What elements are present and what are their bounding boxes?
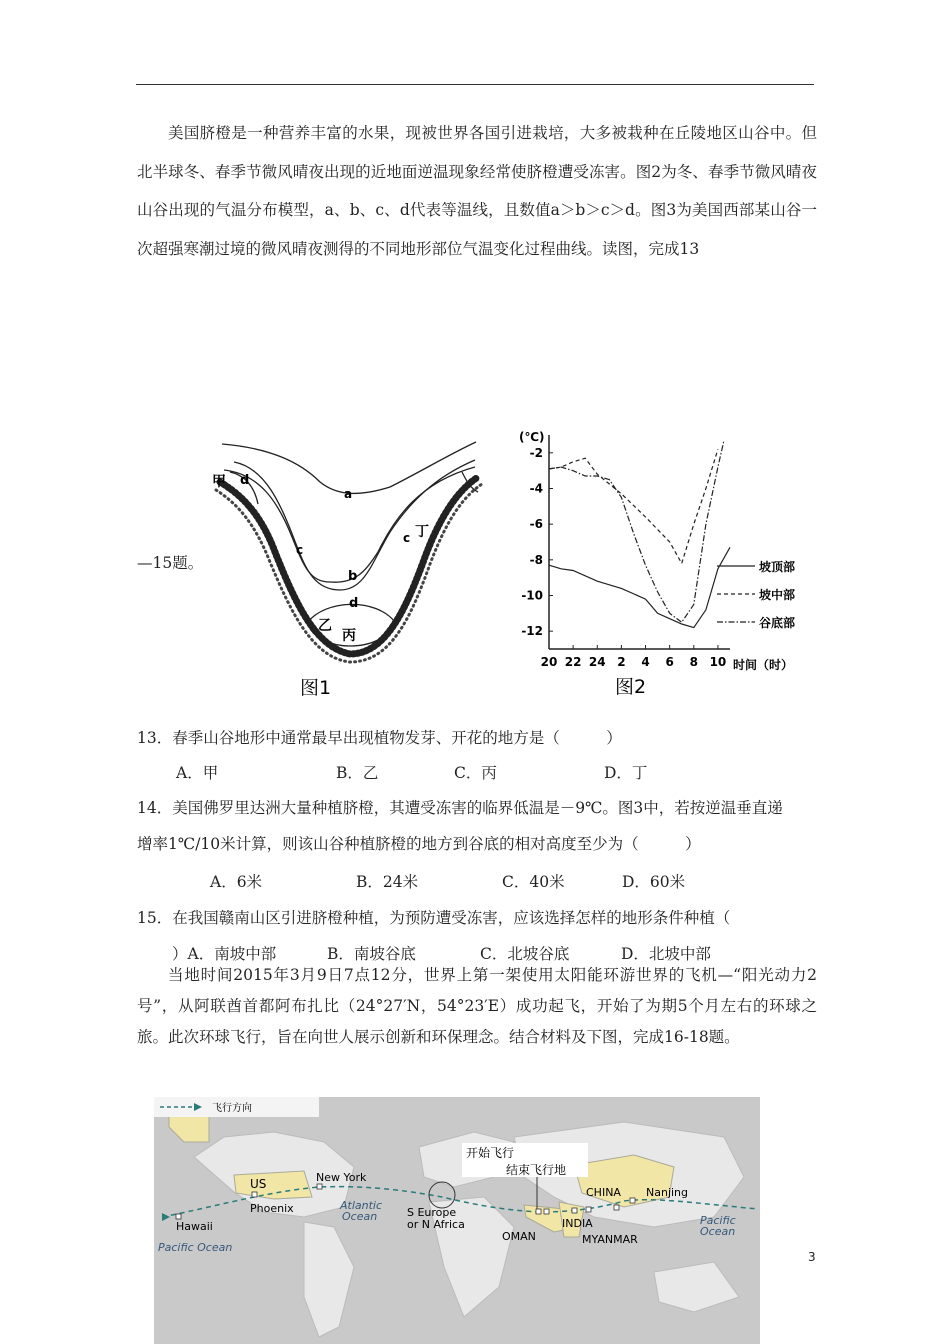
label-c-left: c xyxy=(296,543,304,557)
x-tick-label: 8 xyxy=(689,655,698,669)
x-tick-label: 6 xyxy=(665,655,674,669)
label-c-right: c xyxy=(403,531,411,545)
figure-2-temperature-chart xyxy=(515,425,815,705)
y-unit-label: (℃) xyxy=(519,430,545,444)
label-b: b xyxy=(348,569,358,584)
x-tick-label: 24 xyxy=(588,655,606,669)
legend-label-3: 谷底部 xyxy=(759,616,796,630)
map-atlantic: Atlantic xyxy=(340,1199,383,1212)
map-myanmar: MYANMAR xyxy=(582,1233,638,1246)
page-number: 3 xyxy=(808,1250,816,1264)
q14-stem-line2: 增率1℃/10米计算，则该山谷种植脐橙的地方到谷底的相对高度至少为（ ） xyxy=(137,835,701,853)
map-oman: OMAN xyxy=(502,1230,536,1243)
y-tick-label: -6 xyxy=(529,517,543,532)
y-tick-label: -2 xyxy=(529,445,543,460)
q14-option-c: C．40米 xyxy=(502,873,565,891)
q14-option-d: D．60米 xyxy=(622,873,686,891)
series-line-2 xyxy=(549,449,718,563)
q14-option-a: A．6米 xyxy=(210,873,263,891)
header-rule xyxy=(136,84,814,85)
map-pacific-west: Pacific Ocean xyxy=(158,1241,233,1254)
label-a: a xyxy=(344,487,353,501)
intro-paragraph: 美国脐橙是一种营养丰富的水果，现被世界各国引进栽培，大多被栽种在丘陵地区山谷中。但北半球冬、春季节微风晴夜出现的近地面逆温现象经常使脐橙遭受冻害。图2为冬、春季节微风晴夜山谷出现的气温分布模型，a、b、c、d代表等温线，且数值a＞b＞c＞d。图3为美国西部某山谷一次超强寒潮过境的微风晴夜测得的不同地形部位气温变化过程曲线。读图，完成13 xyxy=(137,124,817,258)
label-yi: 乙 xyxy=(318,618,332,634)
q13-option-d: D．丁 xyxy=(604,764,648,782)
q14-option-b: B．24米 xyxy=(356,873,419,891)
q13-option-a: A．甲 xyxy=(176,764,219,782)
map-n-africa: or N Africa xyxy=(407,1218,465,1231)
q13-option-c: C．丙 xyxy=(454,764,497,782)
map-s-europe: S Europe xyxy=(407,1206,457,1219)
x-axis-label: 时间（时） xyxy=(733,658,794,672)
figure-1-valley-diagram xyxy=(200,432,500,704)
series-line-1 xyxy=(549,547,730,627)
figure-1-caption: 图1 xyxy=(300,677,332,699)
label-jia: 甲 xyxy=(212,474,226,490)
x-tick-label: 10 xyxy=(709,655,727,669)
x-tick-label: 2 xyxy=(617,655,626,669)
q15-option-c: C．北坡谷底 xyxy=(480,945,570,963)
q13-option-b: B．乙 xyxy=(336,764,379,782)
map-atlantic-ocean: Ocean xyxy=(342,1210,378,1223)
map-hawaii: Hawaii xyxy=(176,1220,213,1233)
q15-option-b: B．南坡谷底 xyxy=(327,945,416,963)
map-nanjing: Nanjing xyxy=(646,1186,689,1199)
map-us: US xyxy=(250,1177,267,1191)
map-pacific-east: Pacific xyxy=(700,1214,736,1227)
map-start-label: 开始飞行 xyxy=(466,1146,515,1160)
y-tick-label: -8 xyxy=(529,552,543,567)
x-tick-label: 22 xyxy=(564,655,582,669)
intro2-paragraph: 当地时间2015年3月9日7点12分，世界上第一架使用太阳能环游世界的飞机—“阳光动力2号”，从阿联酋首都阿布扎比（24°27′N，54°23′E）成功起飞，开始了为期5个月左右的环球之旅。此次环球飞行，旨在向世人展示创新和环保理念。结合材料及下图，完成16-18题。 xyxy=(137,966,817,1046)
flight-route-map xyxy=(154,1097,760,1344)
q15-option-d: D．北坡中部 xyxy=(621,945,711,963)
x-tick-label: 20 xyxy=(540,655,558,669)
x-tick-label: 4 xyxy=(641,655,650,669)
y-tick-label: -12 xyxy=(521,624,543,639)
q14-stem-line1: 14．美国佛罗里达洲大量种植脐橙，其遭受冻害的临界低温是－9℃。图3中，若按逆温垂直递 xyxy=(137,799,783,817)
map-end-label: 结束飞行地 xyxy=(506,1163,567,1177)
map-china: CHINA xyxy=(586,1186,621,1199)
q15-option-a: ）A．南坡中部 xyxy=(172,945,277,963)
label-ding: 丁 xyxy=(415,524,429,540)
q15-stem: 15．在我国赣南山区引进脐橙种植，为预防遭受冻害，应该选择怎样的地形条件种植（ xyxy=(137,909,731,927)
label-d-left: d xyxy=(240,473,250,488)
figure-2-caption: 图2 xyxy=(615,676,647,698)
map-india: INDIA xyxy=(562,1217,593,1230)
legend-label-2: 坡中部 xyxy=(759,588,796,602)
label-bing: 丙 xyxy=(342,628,356,644)
map-phoenix: Phoenix xyxy=(250,1202,294,1215)
map-new-york: New York xyxy=(316,1171,367,1184)
legend-label-1: 坡顶部 xyxy=(759,560,796,574)
y-tick-label: -10 xyxy=(521,588,543,603)
label-d-bottom: d xyxy=(349,596,359,611)
q13-stem: 13．春季山谷地形中通常最早出现植物发芽、开花的地方是（ ） xyxy=(137,729,622,747)
y-tick-label: -4 xyxy=(529,481,543,496)
map-pacific-east-ocean: Ocean xyxy=(700,1225,736,1238)
intro-tail: —15题。 xyxy=(137,554,204,572)
map-legend-label: 飞行方向 xyxy=(212,1103,252,1114)
